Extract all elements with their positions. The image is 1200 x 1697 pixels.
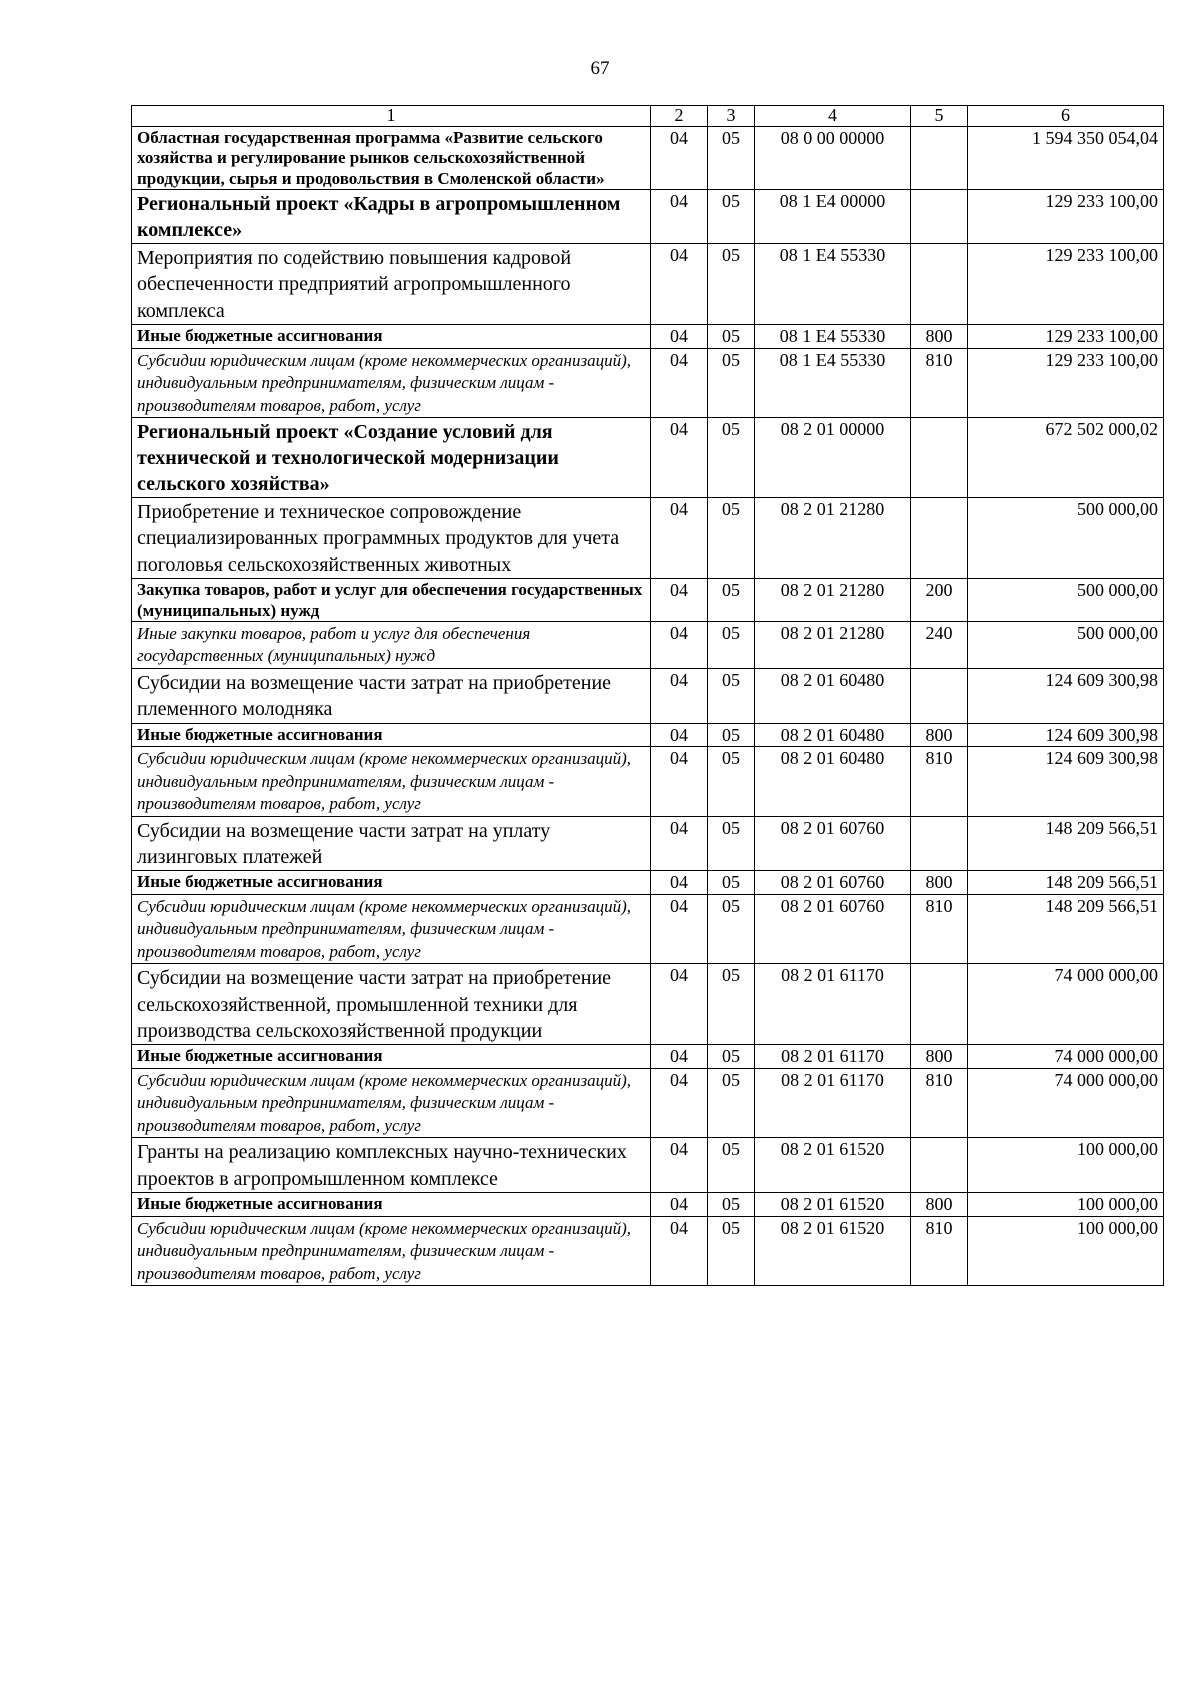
target-article-cell: 08 2 01 61520 (755, 1193, 911, 1217)
section-cell: 04 (651, 723, 708, 747)
subsection-cell: 05 (708, 1069, 755, 1138)
section-cell: 04 (651, 579, 708, 622)
page-number: 67 (590, 58, 610, 79)
header-cell: 2 (651, 106, 708, 127)
expense-type-cell (911, 418, 968, 498)
table-row (132, 126, 1164, 189)
expense-type-cell: 800 (911, 723, 968, 747)
expense-type-cell: 800 (911, 325, 968, 349)
target-article-cell: 08 2 01 60480 (755, 747, 911, 816)
table-row (132, 498, 1164, 579)
amount-cell: 148 209 566,51 (968, 871, 1164, 895)
row-name-cell: Гранты на реализацию комплексных научно-технических проектов в агропромышленном комплексе (132, 1138, 651, 1193)
expense-type-cell: 800 (911, 871, 968, 895)
target-article-cell: 08 2 01 60760 (755, 871, 911, 895)
target-article-cell: 08 2 01 61170 (755, 964, 911, 1045)
subsection-cell: 05 (708, 747, 755, 816)
subsection-cell: 05 (708, 668, 755, 723)
expense-type-cell (911, 668, 968, 723)
amount-cell: 100 000,00 (968, 1216, 1164, 1285)
table-row (132, 1138, 1164, 1193)
target-article-cell: 08 1 E4 00000 (755, 189, 911, 243)
row-name-cell: Иные бюджетные ассигнования (132, 1193, 651, 1217)
row-name-cell: Субсидии юридическим лицам (кроме некоммерческих организаций), индивидуальным предпринимателям, физическим лицам - производителям товаров, работ, услуг (132, 348, 651, 417)
row-name-cell: Мероприятия по содействию повышения кадровой обеспеченности предприятий агропромышленного комплекса (132, 243, 651, 324)
subsection-cell: 05 (708, 816, 755, 871)
subsection-cell: 05 (708, 1045, 755, 1069)
row-name-cell: Субсидии юридическим лицам (кроме некоммерческих организаций), индивидуальным предпринимателям, физическим лицам - производителям товаров, работ, услуг (132, 1216, 651, 1285)
amount-cell: 1 594 350 054,04 (968, 126, 1164, 189)
table-row (132, 668, 1164, 723)
section-cell: 04 (651, 1069, 708, 1138)
subsection-cell: 05 (708, 348, 755, 417)
subsection-cell: 05 (708, 1138, 755, 1193)
header-cell: 4 (755, 106, 911, 127)
expense-type-cell: 810 (911, 747, 968, 816)
subsection-cell: 05 (708, 418, 755, 498)
subsection-cell: 05 (708, 1193, 755, 1217)
table-row (132, 348, 1164, 417)
target-article-cell: 08 2 01 60480 (755, 668, 911, 723)
target-article-cell: 08 2 01 00000 (755, 418, 911, 498)
table-row (132, 1193, 1164, 1217)
section-cell: 04 (651, 816, 708, 871)
section-cell: 04 (651, 1193, 708, 1217)
header-cell: 6 (968, 106, 1164, 127)
row-name-cell: Субсидии на возмещение части затрат на уплату лизинговых платежей (132, 816, 651, 871)
subsection-cell: 05 (708, 498, 755, 579)
expense-type-cell: 240 (911, 622, 968, 669)
amount-cell: 129 233 100,00 (968, 325, 1164, 349)
row-name-cell: Субсидии юридическим лицам (кроме некоммерческих организаций), индивидуальным предпринимателям, физическим лицам - производителям товаров, работ, услуг (132, 1069, 651, 1138)
section-cell: 04 (651, 243, 708, 324)
amount-cell: 100 000,00 (968, 1138, 1164, 1193)
expense-type-cell: 810 (911, 1069, 968, 1138)
amount-cell: 74 000 000,00 (968, 1069, 1164, 1138)
row-name-cell: Иные бюджетные ассигнования (132, 723, 651, 747)
table-row (132, 189, 1164, 243)
amount-cell: 100 000,00 (968, 1193, 1164, 1217)
section-cell: 04 (651, 325, 708, 349)
amount-cell: 124 609 300,98 (968, 747, 1164, 816)
row-name-cell: Областная государственная программа «Развитие сельского хозяйства и регулирование рынков сельскохозяйственной продукции, сырья и продовольствия в Смоленской области» (132, 126, 651, 189)
amount-cell: 74 000 000,00 (968, 964, 1164, 1045)
section-cell: 04 (651, 1138, 708, 1193)
subsection-cell: 05 (708, 579, 755, 622)
section-cell: 04 (651, 668, 708, 723)
section-cell: 04 (651, 189, 708, 243)
target-article-cell: 08 2 01 61520 (755, 1138, 911, 1193)
row-name-cell: Региональный проект «Создание условий для технической и технологической модернизации сельского хозяйства» (132, 418, 651, 498)
target-article-cell: 08 1 E4 55330 (755, 325, 911, 349)
amount-cell: 124 609 300,98 (968, 668, 1164, 723)
expense-type-cell: 810 (911, 348, 968, 417)
table-row (132, 723, 1164, 747)
section-cell: 04 (651, 622, 708, 669)
header-row (132, 106, 1164, 127)
expense-type-cell: 800 (911, 1193, 968, 1217)
target-article-cell: 08 2 01 60760 (755, 816, 911, 871)
section-cell: 04 (651, 348, 708, 417)
row-name-cell: Иные закупки товаров, работ и услуг для обеспечения государственных (муниципальных) нужд (132, 622, 651, 669)
section-cell: 04 (651, 871, 708, 895)
table-row (132, 622, 1164, 669)
row-name-cell: Иные бюджетные ассигнования (132, 325, 651, 349)
table-row (132, 243, 1164, 324)
target-article-cell: 08 2 01 60760 (755, 894, 911, 963)
expense-type-cell (911, 243, 968, 324)
row-name-cell: Субсидии на возмещение части затрат на приобретение племенного молодняка (132, 668, 651, 723)
amount-cell: 148 209 566,51 (968, 816, 1164, 871)
amount-cell: 74 000 000,00 (968, 1045, 1164, 1069)
expense-type-cell: 800 (911, 1045, 968, 1069)
expense-type-cell (911, 1138, 968, 1193)
row-name-cell: Закупка товаров, работ и услуг для обеспечения государственных (муниципальных) нужд (132, 579, 651, 622)
target-article-cell: 08 2 01 61170 (755, 1045, 911, 1069)
expense-type-cell: 810 (911, 894, 968, 963)
subsection-cell: 05 (708, 325, 755, 349)
target-article-cell: 08 2 01 61520 (755, 1216, 911, 1285)
table-row (132, 871, 1164, 895)
expense-type-cell: 810 (911, 1216, 968, 1285)
expense-type-cell (911, 498, 968, 579)
row-name-cell: Иные бюджетные ассигнования (132, 1045, 651, 1069)
expense-type-cell (911, 126, 968, 189)
table-row (132, 964, 1164, 1045)
subsection-cell: 05 (708, 894, 755, 963)
expense-type-cell (911, 189, 968, 243)
header-cell: 3 (708, 106, 755, 127)
amount-cell: 500 000,00 (968, 498, 1164, 579)
header-cell: 1 (132, 106, 651, 127)
section-cell: 04 (651, 418, 708, 498)
amount-cell: 124 609 300,98 (968, 723, 1164, 747)
table-row (132, 1045, 1164, 1069)
target-article-cell: 08 2 01 21280 (755, 579, 911, 622)
target-article-cell: 08 2 01 60480 (755, 723, 911, 747)
target-article-cell: 08 2 01 21280 (755, 622, 911, 669)
table-row (132, 747, 1164, 816)
table-row (132, 325, 1164, 349)
expense-type-cell (911, 816, 968, 871)
subsection-cell: 05 (708, 126, 755, 189)
section-cell: 04 (651, 498, 708, 579)
section-cell: 04 (651, 1045, 708, 1069)
amount-cell: 500 000,00 (968, 579, 1164, 622)
amount-cell: 129 233 100,00 (968, 243, 1164, 324)
budget-table (131, 105, 1164, 1286)
expense-type-cell (911, 964, 968, 1045)
row-name-cell: Региональный проект «Кадры в агропромышленном комплексе» (132, 189, 651, 243)
section-cell: 04 (651, 964, 708, 1045)
row-name-cell: Приобретение и техническое сопровождение специализированных программных продуктов для учета поголовья сельскохозяйственных животных (132, 498, 651, 579)
section-cell: 04 (651, 1216, 708, 1285)
row-name-cell: Иные бюджетные ассигнования (132, 871, 651, 895)
subsection-cell: 05 (708, 189, 755, 243)
table-row (132, 418, 1164, 498)
table-row (132, 1216, 1164, 1285)
table-row (132, 1069, 1164, 1138)
amount-cell: 129 233 100,00 (968, 189, 1164, 243)
table-row (132, 579, 1164, 622)
table-row (132, 894, 1164, 963)
target-article-cell: 08 2 01 61170 (755, 1069, 911, 1138)
header-cell: 5 (911, 106, 968, 127)
amount-cell: 500 000,00 (968, 622, 1164, 669)
target-article-cell: 08 0 00 00000 (755, 126, 911, 189)
row-name-cell: Субсидии юридическим лицам (кроме некоммерческих организаций), индивидуальным предпринимателям, физическим лицам - производителям товаров, работ, услуг (132, 747, 651, 816)
table-row (132, 816, 1164, 871)
subsection-cell: 05 (708, 243, 755, 324)
amount-cell: 672 502 000,02 (968, 418, 1164, 498)
section-cell: 04 (651, 894, 708, 963)
subsection-cell: 05 (708, 723, 755, 747)
target-article-cell: 08 2 01 21280 (755, 498, 911, 579)
section-cell: 04 (651, 747, 708, 816)
section-cell: 04 (651, 126, 708, 189)
amount-cell: 129 233 100,00 (968, 348, 1164, 417)
subsection-cell: 05 (708, 622, 755, 669)
row-name-cell: Субсидии юридическим лицам (кроме некоммерческих организаций), индивидуальным предпринимателям, физическим лицам - производителям товаров, работ, услуг (132, 894, 651, 963)
amount-cell: 148 209 566,51 (968, 894, 1164, 963)
subsection-cell: 05 (708, 1216, 755, 1285)
target-article-cell: 08 1 E4 55330 (755, 243, 911, 324)
subsection-cell: 05 (708, 871, 755, 895)
subsection-cell: 05 (708, 964, 755, 1045)
expense-type-cell: 200 (911, 579, 968, 622)
target-article-cell: 08 1 E4 55330 (755, 348, 911, 417)
row-name-cell: Субсидии на возмещение части затрат на приобретение сельскохозяйственной, промышленной техники для производства сельскохозяйственной продукции (132, 964, 651, 1045)
